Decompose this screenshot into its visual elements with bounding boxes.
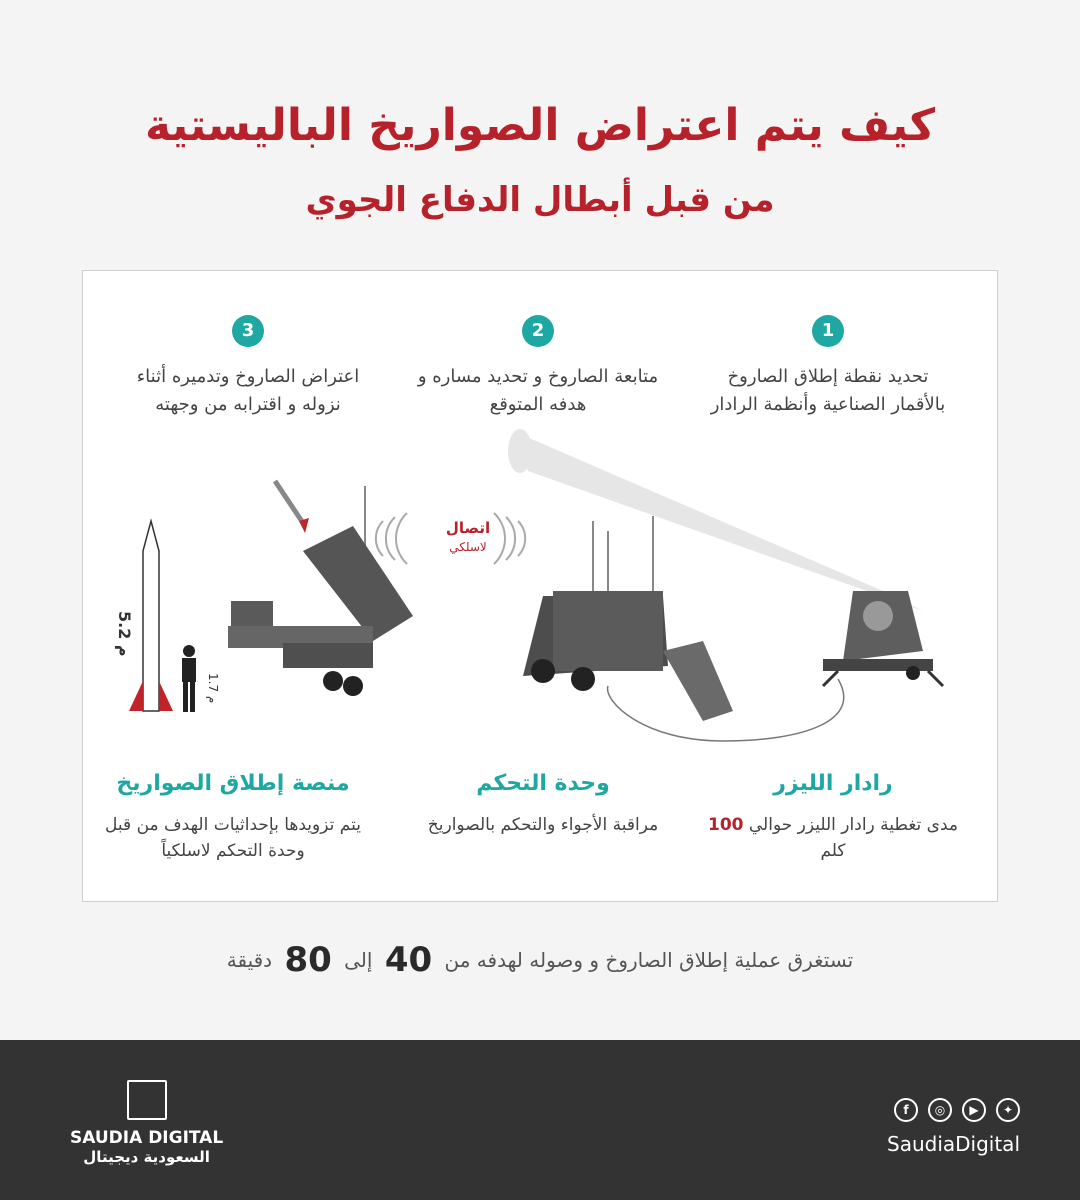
missile-height-label: 5.2 م bbox=[115, 611, 134, 657]
range-unit: كلم bbox=[820, 841, 846, 861]
unit-description-text: مدى تغطية رادار الليزر حوالي bbox=[748, 815, 959, 835]
air-defense-illustration bbox=[83, 271, 999, 761]
unit-control bbox=[413, 771, 673, 838]
duration-text: دقيقة bbox=[226, 948, 273, 972]
page-subtitle: من قبل أبطال الدفاع الجوي bbox=[305, 180, 775, 220]
step-text: اعتراض الصاروخ وتدميره أثناء نزوله و اقترابه من وجهته bbox=[136, 366, 360, 415]
interceptor-missile bbox=[275, 481, 309, 533]
unit-description bbox=[703, 812, 963, 864]
range-value: 100 bbox=[707, 815, 744, 835]
unit-laser-radar bbox=[703, 771, 963, 864]
duration-max: 80 bbox=[284, 940, 332, 980]
unit-description: يتم تزويدها بإحداثيات الهدف من قبل وحدة التحكم لاسلكياً bbox=[105, 815, 361, 861]
control-unit bbox=[523, 516, 733, 721]
brand-name-ar: السعودية ديجيتال bbox=[83, 1148, 210, 1166]
radar-beam-origin bbox=[508, 429, 532, 473]
duration-min: 40 bbox=[384, 940, 433, 980]
unit-title: منصة إطلاق الصواريخ bbox=[116, 771, 350, 796]
radar-beam bbox=[513, 431, 923, 611]
duration-note bbox=[0, 940, 1080, 980]
emblem-icon bbox=[127, 1080, 167, 1120]
brand-logo bbox=[70, 1080, 223, 1166]
duration-text: تستغرق عملية إطلاق الصاروخ و وصوله لهدفه من bbox=[444, 948, 854, 972]
unit-title: وحدة التحكم bbox=[476, 771, 610, 796]
facebook-icon[interactable]: f bbox=[894, 1098, 918, 1122]
instagram-icon[interactable]: ◎ bbox=[928, 1098, 952, 1122]
infographic-card bbox=[82, 270, 998, 902]
brand-name-en: SAUDIA DIGITAL bbox=[70, 1128, 224, 1148]
youtube-icon[interactable]: ▶ bbox=[962, 1098, 986, 1122]
duration-text: إلى bbox=[344, 948, 373, 972]
step-text: تحديد نقطة إطلاق الصاروخ بالأقمار الصناعية وأنظمة الرادار bbox=[710, 366, 946, 415]
laser-radar bbox=[823, 591, 943, 686]
person-height-label: 1.7 م bbox=[206, 673, 220, 704]
wireless-label: لاسلكي bbox=[449, 540, 487, 554]
unit-launcher bbox=[103, 771, 363, 864]
step-text: متابعة الصاروخ و تحديد مساره و هدفه المتوقع bbox=[417, 366, 659, 415]
step-number-badge: 1 bbox=[812, 315, 844, 347]
unit-description: مراقبة الأجواء والتحكم بالصواريخ bbox=[427, 815, 659, 835]
social-handle[interactable]: SaudiaDigital bbox=[887, 1132, 1020, 1156]
wireless-label: اتصال bbox=[445, 519, 491, 537]
footer-bar bbox=[0, 1040, 1080, 1200]
person-scale bbox=[182, 645, 220, 712]
page-title: كيف يتم اعتراض الصواريخ الباليستية bbox=[144, 100, 936, 151]
step-number-badge: 3 bbox=[232, 315, 264, 347]
step-number-badge: 2 bbox=[522, 315, 554, 347]
twitter-icon[interactable]: ✦ bbox=[996, 1098, 1020, 1122]
unit-title: رادار الليزر bbox=[773, 771, 893, 796]
ballistic-missile-scale bbox=[115, 521, 173, 711]
social-links bbox=[887, 1098, 1020, 1156]
missile-launcher bbox=[228, 486, 413, 696]
